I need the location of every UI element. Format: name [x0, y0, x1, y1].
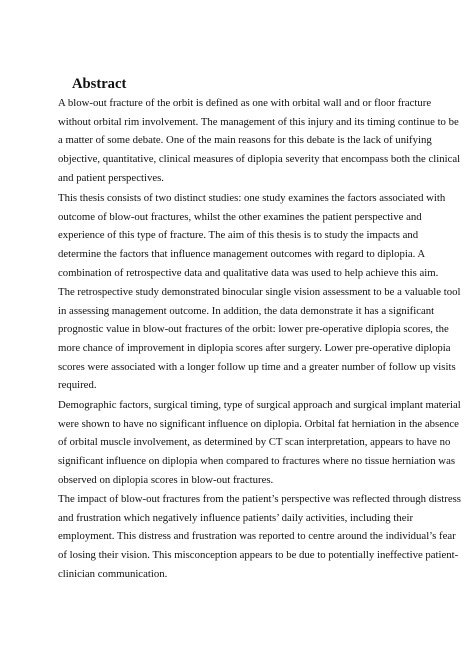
- text-line: A blow-out fracture of the orbit is defined as one with orbital wall and or floor fracture: [58, 97, 432, 109]
- text-line: and patient perspectives.: [58, 171, 164, 184]
- abstract-paragraph-5: [58, 490, 461, 583]
- abstract-paragraph-1: [58, 94, 461, 187]
- text-line: combination of retrospective data and qualitative data was used to help achieve this aim.: [58, 266, 439, 279]
- abstract-paragraph-2: [58, 189, 446, 282]
- text-line: observed on diplopia scores in blow-out fractures.: [58, 473, 274, 486]
- text-line: outcome of blow-out fractures, whilst the other examines the patient perspective and: [58, 210, 422, 223]
- text-line: significant influence on diplopia when compared to fractures where no tissue herniation was: [58, 455, 456, 468]
- text-line: of orbital muscle involvement, as determined by CT scan interpretation, appears to have no: [58, 436, 451, 449]
- text-line: The retrospective study demonstrated binocular single vision assessment to be a valuable tool: [58, 286, 461, 298]
- text-line: This thesis consists of two distinct studies: one study examines the factors associated with: [58, 192, 446, 204]
- text-line: of losing their vision. This misconception appears to be due to potentially ineffective patient-: [58, 549, 459, 562]
- text-line: prognostic value in blow-out fractures of the orbit: lower pre-operative diplopia scores, the: [58, 323, 449, 336]
- abstract-heading: Abstract: [72, 76, 127, 92]
- text-line: Demographic factors, surgical timing, type of surgical approach and surgical implant material: [58, 399, 461, 411]
- text-line: and frustration which negatively influence patients’ daily activities, including their: [58, 511, 414, 524]
- text-line: The impact of blow-out fractures from the patient’s perspective was reflected through distress: [58, 493, 461, 505]
- text-line: a matter of some debate. One of the main reasons for this debate is the lack of unifying: [58, 134, 432, 147]
- text-line: experience of this type of fracture. The aim of this thesis is to study the impacts and: [58, 229, 419, 242]
- text-line: required.: [58, 379, 97, 392]
- text-line: without orbital rim involvement. The management of this injury and its timing continue to be: [58, 115, 459, 128]
- text-line: scores were associated with a longer follow up time and a greater number of follow up visits: [58, 360, 456, 373]
- abstract-paragraph-4: [58, 396, 461, 489]
- text-line: employment. This distress and frustration was reported to centre around the individual’s fear: [58, 530, 456, 543]
- text-line: determine the factors that influence management outcomes with regard to diplopia. A: [58, 248, 426, 261]
- abstract-paragraph-3: [58, 283, 461, 395]
- text-line: were shown to have no significant influence on diplopia. Orbital fat herniation in the absence: [58, 417, 459, 430]
- text-line: objective, quantitative, clinical measures of diplopia severity that encompass both the clinical: [58, 153, 461, 166]
- text-line: in assessing management outcome. In addition, the data demonstrate it has a significant: [58, 304, 435, 317]
- text-line: clinician communication.: [58, 567, 168, 580]
- text-line: more chance of improvement in diplopia scores after surgery. Lower pre-operative diplopia: [58, 342, 451, 355]
